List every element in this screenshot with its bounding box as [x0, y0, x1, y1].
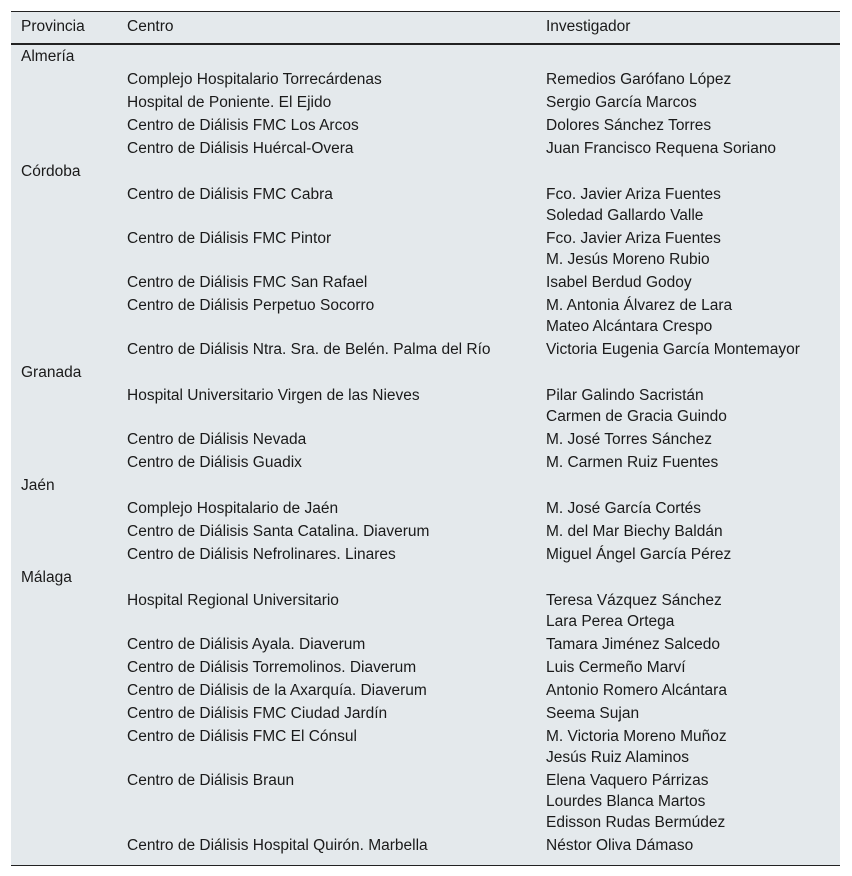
center-name: Centro de Diálisis Ntra. Sra. de Belén. Palma del Río	[127, 341, 491, 358]
center-name: Centro de Diálisis FMC San Rafael	[127, 274, 368, 291]
investigator-name: Néstor Oliva Dámaso	[546, 837, 694, 854]
center-name: Centro de Diálisis Nevada	[127, 431, 307, 448]
investigator-name: Soledad Gallardo Valle	[546, 207, 704, 224]
investigator-name: Tamara Jiménez Salcedo	[546, 636, 721, 653]
center-name: Complejo Hospitalario de Jaén	[127, 500, 339, 517]
center-name: Centro de Diálisis Torremolinos. Diaverum	[127, 659, 417, 676]
center-name: Complejo Hospitalario Torrecárdenas	[127, 71, 382, 88]
center-name: Centro de Diálisis Hospital Quirón. Marbella	[127, 837, 428, 854]
investigator-name: Lara Perea Ortega	[546, 613, 675, 630]
column-header-centro: Centro	[127, 18, 174, 35]
investigator-name: Remedios Garófano López	[546, 71, 732, 88]
investigator-name: Mateo Alcántara Crespo	[546, 318, 713, 335]
investigator-name: Lourdes Blanca Martos	[546, 793, 706, 810]
center-name: Centro de Diálisis Guadix	[127, 454, 302, 471]
investigator-name: Elena Vaquero Párrizas	[546, 772, 709, 789]
investigator-name: Edisson Rudas Bermúdez	[546, 814, 726, 831]
center-name: Centro de Diálisis FMC Pintor	[127, 230, 332, 247]
center-name: Centro de Diálisis Braun	[127, 772, 295, 789]
investigator-name: Fco. Javier Ariza Fuentes	[546, 186, 721, 203]
investigator-name: Miguel Ángel García Pérez	[546, 546, 732, 563]
investigators-table	[11, 11, 840, 866]
province-name: Granada	[21, 364, 82, 381]
center-name: Hospital Universitario Virgen de las Nieves	[127, 387, 420, 404]
province-name: Jaén	[21, 477, 55, 494]
column-header-investigador: Investigador	[546, 18, 631, 35]
center-name: Hospital Regional Universitario	[127, 592, 339, 609]
investigator-name: Dolores Sánchez Torres	[546, 117, 712, 134]
investigator-name: M. Jesús Moreno Rubio	[546, 251, 710, 268]
investigator-name: Jesús Ruiz Alaminos	[546, 749, 690, 766]
investigator-name: Isabel Berdud Godoy	[546, 274, 692, 291]
investigator-name: Luis Cermeño Marví	[546, 659, 686, 676]
investigator-name: Seema Sujan	[546, 705, 640, 722]
investigator-name: Sergio García Marcos	[546, 94, 697, 111]
center-name: Centro de Diálisis Ayala. Diaverum	[127, 636, 366, 653]
center-name: Centro de Diálisis FMC Los Arcos	[127, 117, 359, 134]
province-name: Málaga	[21, 569, 72, 586]
investigator-name: M. Carmen Ruiz Fuentes	[546, 454, 719, 471]
center-name: Centro de Diálisis Huércal-Overa	[127, 140, 354, 157]
investigator-name: Juan Francisco Requena Soriano	[546, 140, 777, 157]
investigator-name: Teresa Vázquez Sánchez	[546, 592, 722, 609]
center-name: Centro de Diálisis Santa Catalina. Diaverum	[127, 523, 430, 540]
investigator-name: Pilar Galindo Sacristán	[546, 387, 704, 404]
investigator-name: M. Antonia Álvarez de Lara	[546, 297, 733, 314]
center-name: Centro de Diálisis FMC El Cónsul	[127, 728, 357, 745]
investigator-name: M. José García Cortés	[546, 500, 702, 517]
investigator-name: M. del Mar Biechy Baldán	[546, 523, 723, 540]
province-name: Almería	[21, 48, 75, 65]
column-header-provincia: Provincia	[21, 18, 85, 35]
investigator-name: Antonio Romero Alcántara	[546, 682, 727, 699]
center-name: Centro de Diálisis Perpetuo Socorro	[127, 297, 375, 314]
center-name: Centro de Diálisis Nefrolinares. Linares	[127, 546, 396, 563]
investigator-name: Carmen de Gracia Guindo	[546, 408, 727, 425]
center-name: Centro de Diálisis de la Axarquía. Diaverum	[127, 682, 427, 699]
center-name: Centro de Diálisis FMC Ciudad Jardín	[127, 705, 388, 722]
table-header	[11, 12, 840, 45]
center-name: Centro de Diálisis FMC Cabra	[127, 186, 333, 203]
investigator-name: Victoria Eugenia García Montemayor	[546, 341, 800, 358]
investigator-name: M. José Torres Sánchez	[546, 431, 712, 448]
province-name: Córdoba	[21, 163, 81, 180]
investigator-name: Fco. Javier Ariza Fuentes	[546, 230, 721, 247]
investigator-name: M. Victoria Moreno Muñoz	[546, 728, 727, 745]
center-name: Hospital de Poniente. El Ejido	[127, 94, 332, 111]
